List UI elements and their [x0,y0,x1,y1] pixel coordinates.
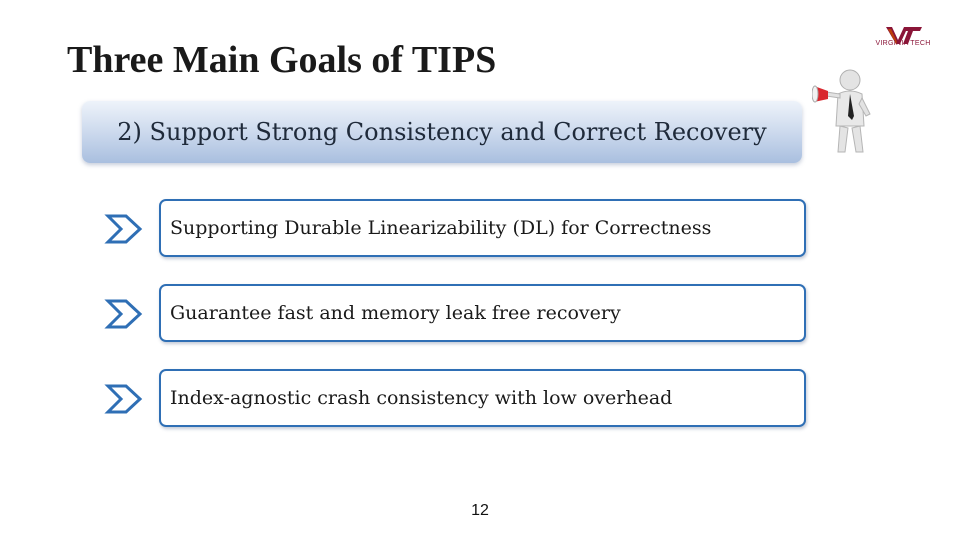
list-item-text: Index-agnostic crash consistency with low overhead [170,387,673,409]
vt-logo-text: VIRGINIA TECH [875,40,931,47]
chevron-right-icon [104,298,146,330]
list-item-box [159,199,806,257]
slide-title: Three Main Goals of TIPS [67,39,497,81]
page-number: 12 [471,502,489,519]
list-item-box [159,284,806,342]
chevron-right-icon [104,213,146,245]
megaphone-person-icon [812,66,874,154]
chevron-right-icon [104,383,146,415]
goal-banner [82,101,802,163]
vt-logo-icon [870,18,936,54]
list-item-box [159,369,806,427]
list-item [104,284,806,342]
list-item-text: Supporting Durable Linearizability (DL) for Correctness [170,217,712,239]
list-item [104,199,806,257]
list-item-text: Guarantee fast and memory leak free recovery [170,302,621,324]
list-item [104,369,806,427]
goal-banner-text: 2) Support Strong Consistency and Correct Recovery [117,118,767,146]
